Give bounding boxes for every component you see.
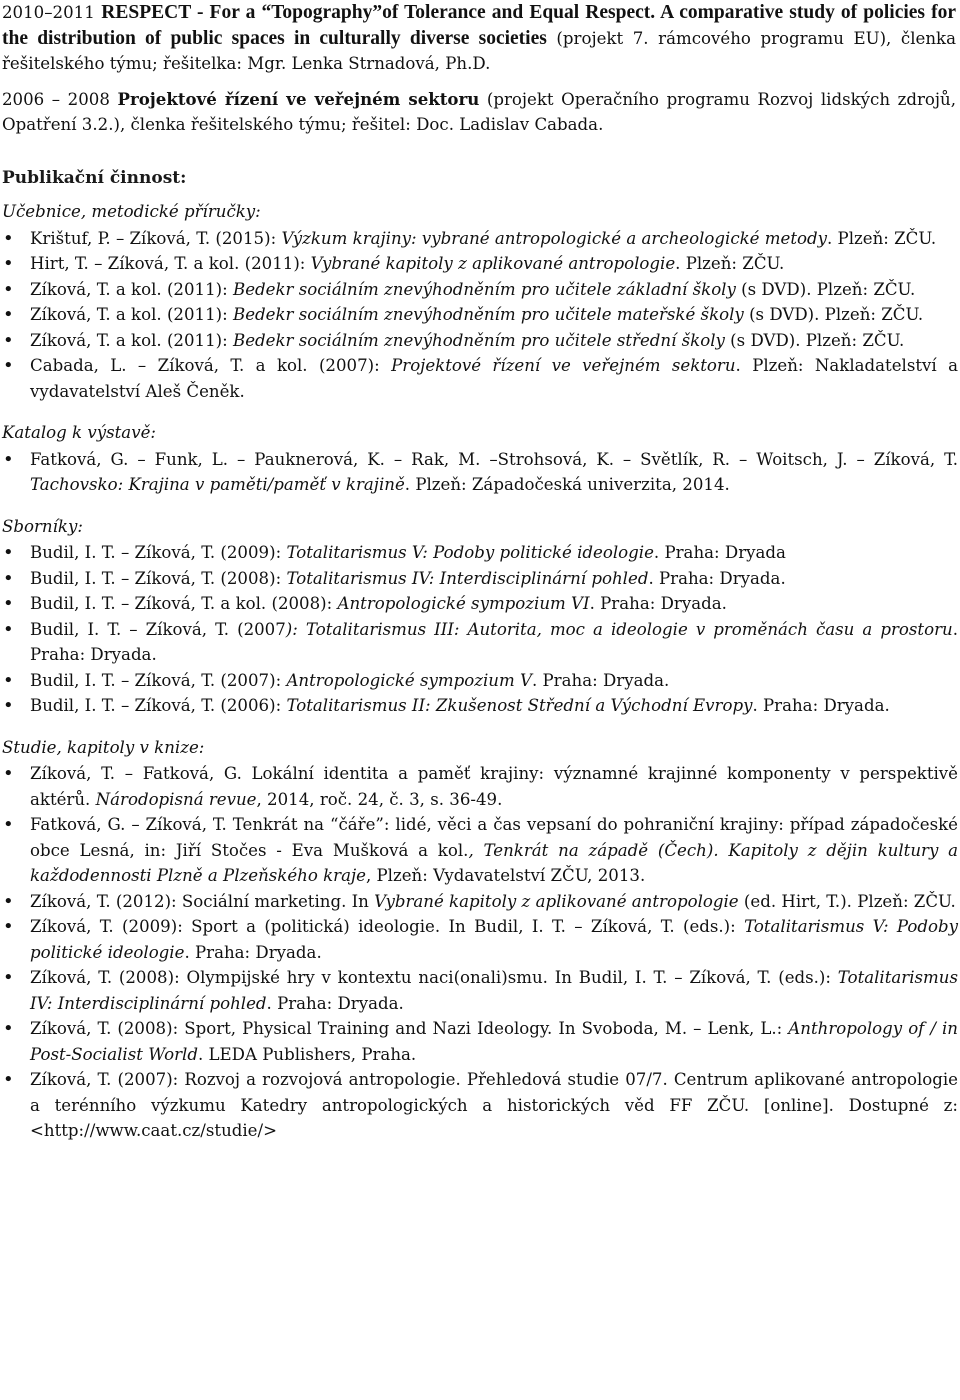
citation-authors: Zíková, T. (2008): Olympijské hry v kontextu naci(onali)smu. In Budil, I. T. – Zíková, T. (eds.): xyxy=(30,968,838,987)
citation-title: Totalitarismus IV: Interdisciplinární pohled xyxy=(30,968,958,1013)
citation-publisher: . Plzeň: ZČU. xyxy=(675,254,785,273)
publication-list xyxy=(0,447,958,498)
project-years: 2010–2011 xyxy=(2,3,102,22)
citation-title: Bedekr sociálním znevýhodněním pro učitele základní školy xyxy=(233,279,736,299)
citation-publisher: . Praha: Dryada. xyxy=(30,619,958,664)
citation-title: Tachovsko: Krajina v paměti/paměť v krajině xyxy=(30,475,405,494)
citation-title: Vybrané kapitoly z aplikované antropologie xyxy=(374,891,739,911)
citation-publisher: , Plzeň: Vydavatelství ZČU, 2013. xyxy=(365,866,646,885)
citation-publisher: . Praha: Dryada. xyxy=(266,993,404,1013)
citation-publisher: . Praha: Dryada. xyxy=(184,942,322,962)
list-item xyxy=(0,566,958,592)
citation-title: Bedekr sociálním znevýhodněním pro učitele mateřské školy xyxy=(233,305,744,324)
list-item xyxy=(0,914,958,965)
citation-authors: Budil, I. T. – Zíková, T. (2007): xyxy=(30,670,287,690)
citation-authors: Zíková, T. a kol. (2011): xyxy=(30,305,233,324)
list-item xyxy=(0,540,958,566)
citation-publisher: , 2014, roč. 24, č. 3, s. 36-49. xyxy=(256,789,503,809)
project-entry xyxy=(2,87,956,138)
citation-title: Totalitarismus II: Zkušenost Střední a Východní Evropy xyxy=(286,696,753,715)
list-item xyxy=(0,761,958,812)
citation-authors: Budil, I. T. – Zíková, T. (2007 xyxy=(30,619,286,639)
project-years: 2006 – 2008 xyxy=(2,89,118,109)
citation-title: ): Totalitarismus III: Autorita, moc a ideologie v proměnách času a prostoru xyxy=(285,619,953,639)
citation-authors: Zíková, T. (2009): Sport a (politická) ideologie. In Budil, I. T. – Zíková, T. (eds.): xyxy=(30,917,745,936)
list-item xyxy=(0,591,958,617)
citation-authors: Budil, I. T. – Zíková, T. (2009): xyxy=(30,543,287,562)
subsection-title-katalog: Katalog k výstavě: xyxy=(2,423,156,442)
citation-publisher: . Plzeň: ZČU. xyxy=(827,228,937,248)
project-details: (projekt 7. rámcového programu EU), členka řešitelského týmu; řešitelka: Mgr. Lenka Strnadová, Ph.D. xyxy=(2,28,956,73)
citation-title: Totalitarismus V: Podoby politické ideologie xyxy=(30,917,958,962)
citation-title: Anthropology of / in Post-Socialist World xyxy=(30,1019,958,1064)
project-list xyxy=(0,0,958,138)
citation-title: Projektové řízení ve veřejném sektoru xyxy=(391,356,736,375)
list-item xyxy=(0,251,958,277)
list-item xyxy=(0,812,958,889)
section-heading: Publikační činnost: xyxy=(2,167,187,188)
citation-title: Národopisná revue xyxy=(95,789,257,809)
citation-publisher: . Praha: Dryada. xyxy=(589,594,727,613)
citation-authors: Krištuf, P. – Zíková, T. (2015): xyxy=(30,228,282,248)
list-item xyxy=(0,1016,958,1067)
citation-publisher: . Praha: Dryada. xyxy=(531,670,670,690)
citation-title: Antropologické sympozium VI xyxy=(337,594,590,613)
citation-publisher: (s DVD). Plzeň: ZČU. xyxy=(743,305,924,324)
list-item xyxy=(0,447,958,498)
project-title: Projektové řízení ve veřejném sektoru xyxy=(117,88,480,109)
citation-authors: Budil, I. T. – Zíková, T. (2006): xyxy=(30,696,287,715)
list-item xyxy=(0,226,958,252)
subsection-title-studie: Studie, kapitoly v knize: xyxy=(2,737,205,757)
citation-publisher: . Praha: Dryada xyxy=(653,543,786,562)
list-item xyxy=(0,328,958,354)
citation-title: , Tenkrát na západě (Čech). Kapitoly z dějin kultury a každodennosti Plzně a Plzeňského kraje xyxy=(30,840,958,885)
citation-authors: Zíková, T. (2012): Sociální marketing. In xyxy=(30,891,375,911)
publication-list xyxy=(0,540,958,719)
citation-publisher: (s DVD). Plzeň: ZČU. xyxy=(724,330,905,350)
citation-publisher: . Praha: Dryada. xyxy=(648,568,786,588)
project-details: (projekt Operačního programu Rozvoj lidských zdrojů, Opatření 3.2.), členka řešitelského týmu; řešitel: Doc. Ladislav Cabada. xyxy=(2,89,956,134)
list-item xyxy=(0,668,958,694)
project-title: RESPECT - For a “Topography”of Tolerance and Equal Respect. A comparative study of policies for the distribution of public spaces in culturally diverse societies xyxy=(2,2,957,49)
list-item xyxy=(0,617,958,668)
citation-authors: Cabada, L. – Zíková, T. a kol. (2007): xyxy=(30,356,392,375)
list-item xyxy=(0,1067,958,1144)
citation-publisher: (ed. Hirt, T.). Plzeň: ZČU. xyxy=(738,891,956,911)
citation-authors: Fatková, G. – Funk, L. – Pauknerová, K. – Rak, M. –Strohsová, K. – Světlík, R. – Woitsch, J. – Zíková, T. xyxy=(30,449,958,469)
publication-list xyxy=(0,226,958,405)
list-item xyxy=(0,277,958,303)
citation-authors: Budil, I. T. – Zíková, T. (2008): xyxy=(30,568,287,588)
list-item xyxy=(0,353,958,404)
citation-publisher: . Praha: Dryada. xyxy=(752,696,890,715)
publication-list xyxy=(0,761,958,1144)
citation-authors: Zíková, T. a kol. (2011): xyxy=(30,279,233,299)
list-item xyxy=(0,302,958,328)
project-entry xyxy=(2,0,956,77)
citation-publisher: . Plzeň: Západočeská univerzita, 2014. xyxy=(404,475,730,494)
citation-publisher: (s DVD). Plzeň: ZČU. xyxy=(735,279,916,299)
citation-authors: Budil, I. T. – Zíková, T. a kol. (2008): xyxy=(30,594,338,613)
citation-authors: Zíková, T. a kol. (2011): xyxy=(30,330,233,350)
citation-title: Antropologické sympozium V xyxy=(286,670,532,690)
citation-title: Vybrané kapitoly z aplikované antropologie xyxy=(310,254,676,273)
citation-publisher: . Plzeň: Nakladatelství a vydavatelství Aleš Čeněk. xyxy=(30,356,958,401)
citation-authors: Fatková, G. – Zíková, T. Tenkrát na “čáře”: lidé, věci a čas vepsaní do pohraniční krajiny: případ západočeské obce Lesná, in: Jiří Stočes - Eva Mušková a kol. xyxy=(30,815,958,860)
citation-title: Bedekr sociálním znevýhodněním pro učitele střední školy xyxy=(233,330,725,350)
list-item xyxy=(0,693,958,719)
citation-authors: Zíková, T. – Fatková, G. Lokální identita a paměť krajiny: významné krajinné komponenty v perspektivě aktérů. xyxy=(30,764,958,809)
citation-title: Výzkum krajiny: vybrané antropologické a archeologické metody xyxy=(281,228,827,248)
subsection-title-ucebnice: Učebnice, metodické příručky: xyxy=(2,202,261,221)
citation-authors: Zíková, T. (2007): Rozvoj a rozvojová antropologie. Přehledová studie 07/7. Centrum aplikované antropologie a terénního výzkumu Katedry antropologických a historických věd FF ZČU. [online]. Dostupné z: <http://www.caat.cz/studie/> xyxy=(30,1070,958,1140)
citation-authors: Hirt, T. – Zíková, T. a kol. (2011): xyxy=(30,254,311,273)
citation-publisher: . LEDA Publishers, Praha. xyxy=(197,1044,417,1064)
citation-authors: Zíková, T. (2008): Sport, Physical Training and Nazi Ideology. In Svoboda, M. – Lenk, L.: xyxy=(30,1019,789,1038)
subsection-title-sborniky: Sborníky: xyxy=(2,516,83,536)
citation-title: Totalitarismus IV: Interdisciplinární pohled xyxy=(286,568,649,588)
list-item xyxy=(0,965,958,1016)
list-item xyxy=(0,889,958,915)
citation-title: Totalitarismus V: Podoby politické ideologie xyxy=(286,543,654,562)
